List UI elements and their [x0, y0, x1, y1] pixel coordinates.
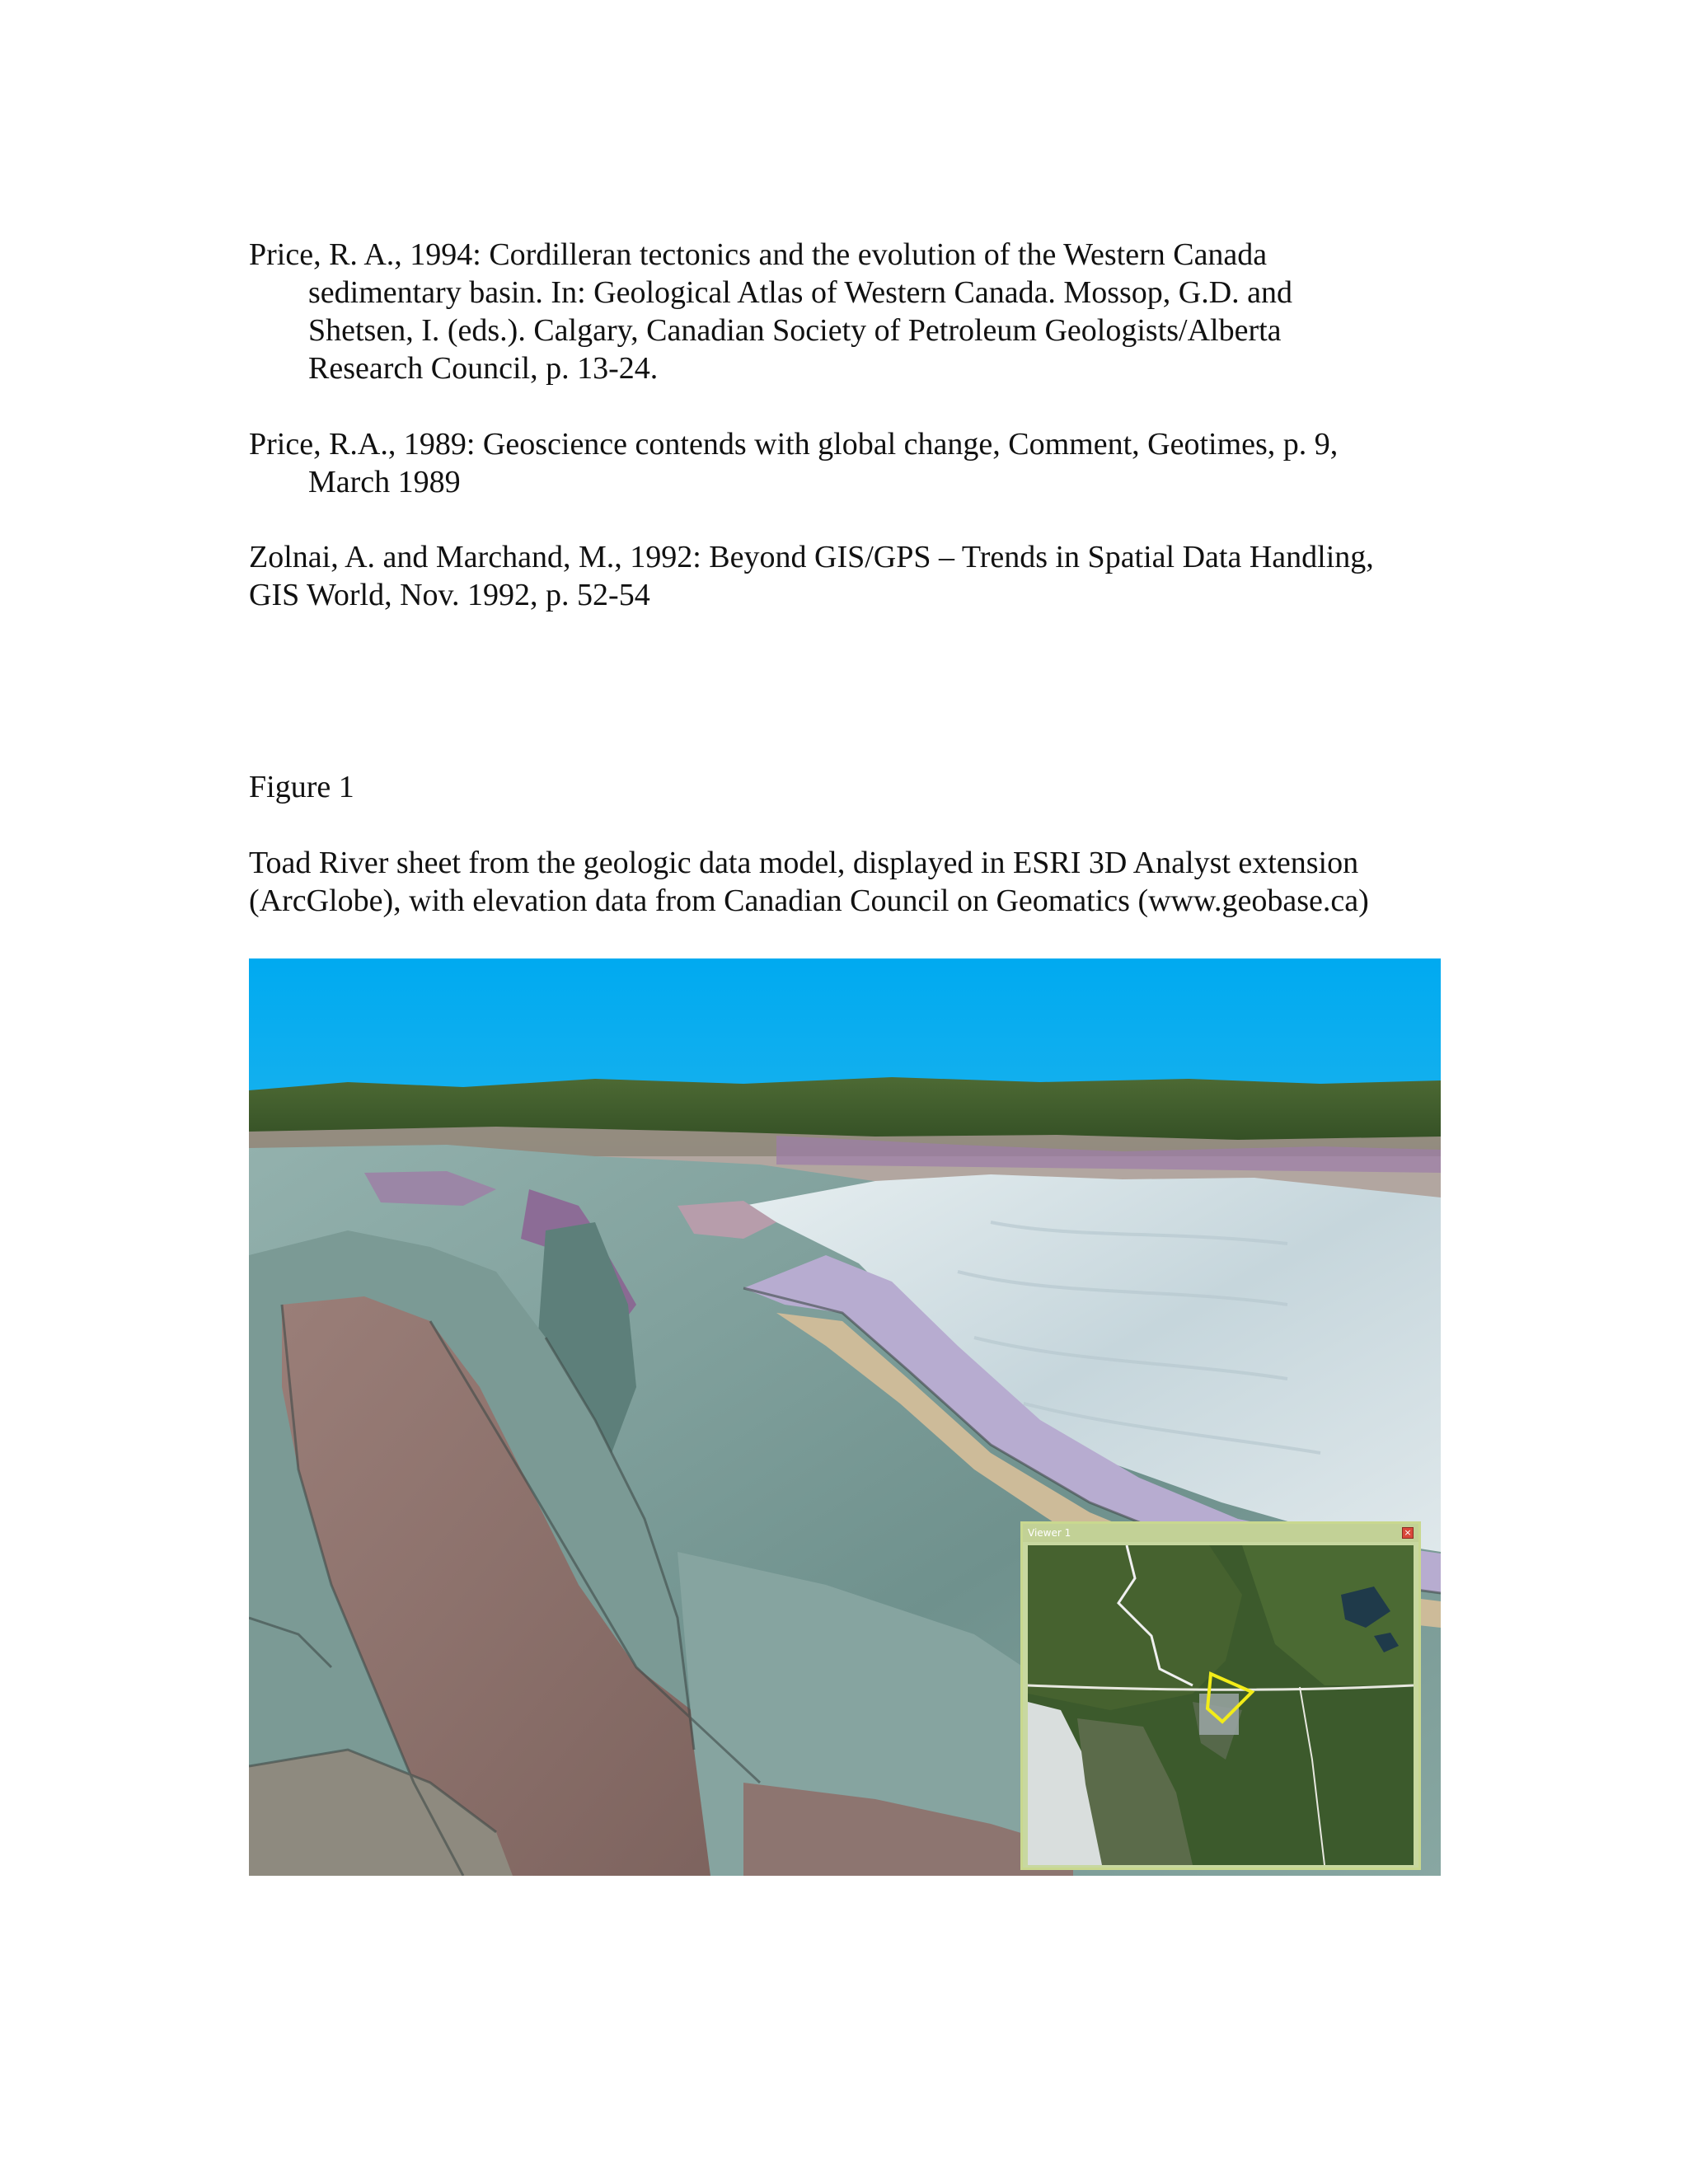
satellite-illustration — [1028, 1545, 1414, 1865]
reference-line: Zolnai, A. and Marchand, M., 1992: Beyond GIS/GPS – Trends in Spatial Data Handling, — [249, 540, 1374, 574]
reference-line: Shetsen, I. (eds.). Calgary, Canadian Society of Petroleum Geologists/Alberta — [308, 313, 1282, 348]
reference-zolnai-1992 — [249, 538, 1469, 614]
reference-price-1994 — [249, 236, 1469, 387]
figure-caption — [249, 844, 1469, 920]
inset-satellite-map — [1028, 1545, 1414, 1865]
reference-line: sedimentary basin. In: Geological Atlas of Western Canada. Mossop, G.D. and — [308, 275, 1293, 310]
reference-price-1989 — [249, 425, 1469, 501]
reference-line: Price, R. A., 1994: Cordilleran tectonics and the evolution of the Western Canada — [249, 237, 1268, 272]
overview-inset-window[interactable] — [1020, 1521, 1421, 1870]
inset-title: Viewer 1 — [1028, 1527, 1071, 1539]
reference-line: Price, R.A., 1989: Geoscience contends with global change, Comment, Geotimes, p. 9, — [249, 427, 1339, 462]
reference-line: Research Council, p. 13-24. — [308, 351, 659, 386]
selection-footprint — [1199, 1694, 1239, 1735]
figure-label: Figure 1 — [249, 770, 354, 804]
reference-line: March 1989 — [308, 465, 461, 499]
reference-line: GIS World, Nov. 1992, p. 52-54 — [249, 578, 650, 612]
caption-line: (ArcGlobe), with elevation data from Canadian Council on Geomatics (www.geobase.ca) — [249, 883, 1369, 918]
inset-titlebar — [1023, 1524, 1418, 1542]
terrain-3d-render — [249, 958, 1441, 1876]
close-icon[interactable]: × — [1402, 1527, 1414, 1539]
caption-line: Toad River sheet from the geologic data model, displayed in ESRI 3D Analyst extension — [249, 846, 1359, 880]
sky — [249, 958, 1441, 1099]
